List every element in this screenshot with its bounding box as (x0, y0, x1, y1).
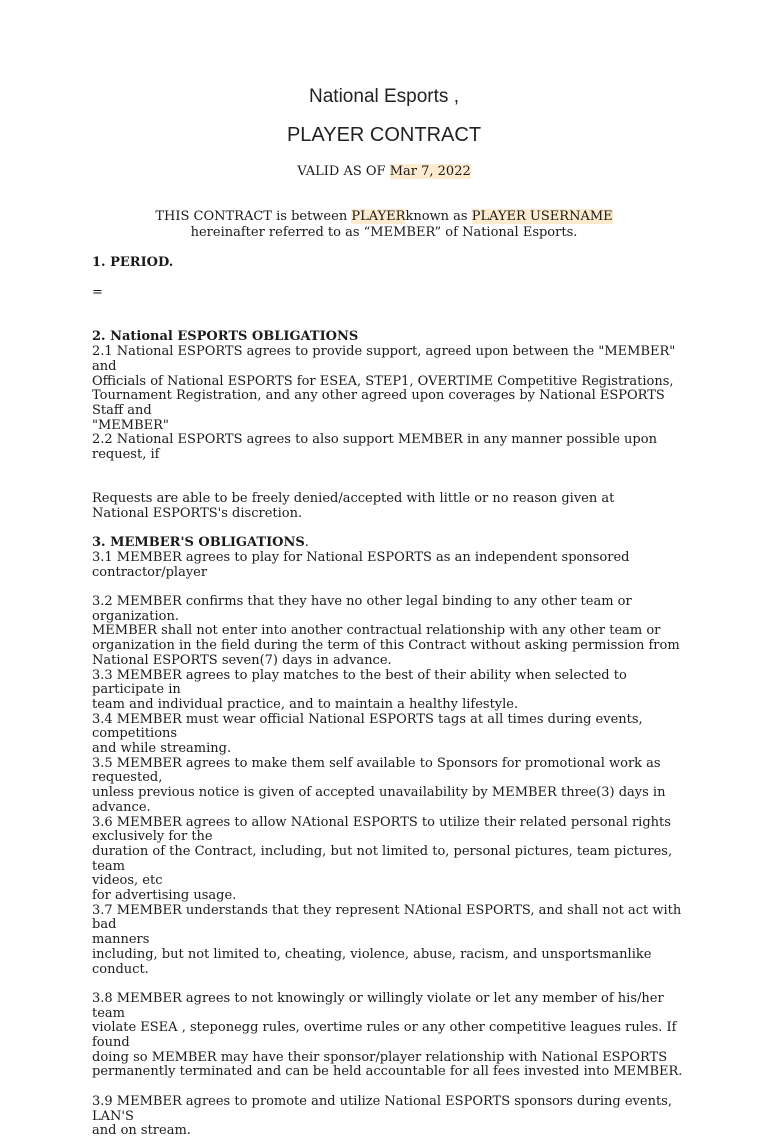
clause-3-8: 3.8 MEMBER agrees to not knowingly or willingly violate or let any member of his/her team violate ESEA , steponegg rules, overtime rules or any other competitive leagues rules. If found doing so MEMBER may have their sponsor/player relationship with National ESPORTS permanently terminated and can be held accountable for all fees invested into MEMBER. (92, 990, 683, 1080)
section-period-heading: 1. PERIOD. (92, 255, 174, 270)
clause-2-2: 2.2 National ESPORTS agrees to also support MEMBER in any manner possible upon request, if (92, 432, 657, 463)
section-member-heading: 3. MEMBER'S OBLIGATIONS. (92, 535, 309, 551)
parties-line-1: THIS CONTRACT is between PLAYERknown as PLAYER USERNAME (155, 209, 613, 224)
clause-2-1: 2.1 National ESPORTS agrees to provide support, agreed upon between the "MEMBER" and Officials of National ESPORTS for ESEA, STEP1, OVERTIME Competitive Registrations, Tournament Registration, and any other agreed upon coverages by National ESPORTS Staff and "MEMBER" (92, 344, 676, 433)
player-username-field[interactable]: PLAYER USERNAME (471, 209, 613, 224)
section-period-body: = (92, 284, 103, 300)
section-obligations-heading: 2. National ESPORTS OBLIGATIONS (92, 329, 359, 345)
valid-date-line (0, 164, 768, 179)
contract-body (92, 256, 692, 1139)
contract-title: PLAYER CONTRACT (286, 124, 482, 146)
valid-prefix: VALID AS OF (297, 164, 390, 179)
parties-line-2: hereinafter referred to as “MEMBER” of National Esports. (190, 225, 578, 240)
company-name: National Esports , (309, 86, 459, 107)
parties-block (0, 209, 768, 241)
player-name-field[interactable]: PLAYER (351, 209, 406, 224)
clauses-3-2-to-3-7: 3.2 MEMBER confirms that they have no other legal binding to any other team or organization. MEMBER shall not enter into another contractual relationship with any other team or organization in the field during the term of this Contract without asking permission from National ESPORTS seven(7) days in advance. 3.3 MEMBER agrees to play matches to the best of their ability when selected to participate in team and individual practice, and to maintain a healthy lifestyle. 3.4 MEMBER must wear official National ESPORTS tags at all times during events, competitions and while streaming. 3.5 MEMBER agrees to make them self available to Sponsors for promotional work as requested, unless previous notice is given of accepted unavailability by MEMBER three(3) days in advance. 3.6 MEMBER agrees to allow NAtional ESPORTS to utilize their related personal rights exclusively for the duration of the Contract, including, but not limited to, personal pictures, team pictures, team videos, etc for advertising usage. 3.7 MEMBER understands that they represent NAtional ESPORTS, and shall not act with bad manners including, but not limited to, cheating, violence, abuse, racism, and unsportsmanlike conduct. (92, 594, 682, 977)
requests-note: Requests are able to be freely denied/accepted with little or no reason given at National ESPORTS's discretion. (92, 491, 615, 521)
valid-date-field[interactable]: Mar 7, 2022 (389, 164, 471, 179)
clause-3-9: 3.9 MEMBER agrees to promote and utilize National ESPORTS sponsors during events, LAN'S and on stream. (92, 1093, 672, 1139)
clause-3-1: 3.1 MEMBER agrees to play for National ESPORTS as an independent sponsored contractor/player (92, 549, 630, 580)
